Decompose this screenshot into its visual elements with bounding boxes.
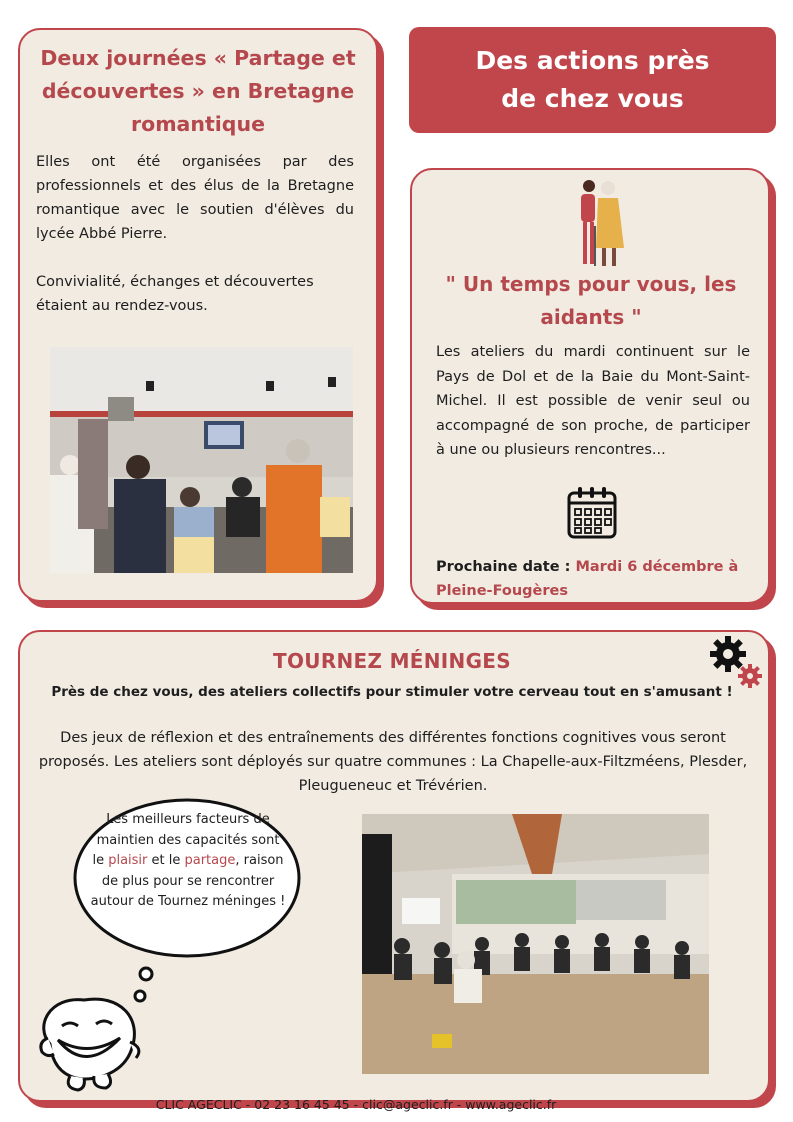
actions-banner	[409, 27, 776, 133]
next-date	[436, 555, 752, 603]
gears-icon	[708, 634, 764, 690]
footer-contact: CLIC AGECLIC - 02 23 16 45 45 - clic@ageclic.fr - www.ageclic.fr	[155, 1097, 557, 1112]
aidants-text: Les ateliers du mardi continuent sur le Pays de Dol et de la Baie du Mont-Saint-Michel. Il est possible de venir seul ou accompagné de son proche, de participer à une ou plusieurs rencontres...	[436, 344, 750, 458]
aidants-card	[410, 168, 770, 604]
partage-title: Deux journées « Partage et découvertes » en Bretagne romantique	[40, 46, 356, 136]
aidants-title: " Un temps pour vous, les aidants "	[445, 272, 737, 329]
tournez-meninges-subtitle: Près de chez vous, des ateliers collectifs pour stimuler votre cerveau tout en s'amusant !	[51, 684, 733, 700]
smiling-character-icon	[24, 966, 164, 1094]
next-date-value: Mardi 6 décembre à Pleine-Fougères	[436, 559, 739, 599]
banner-title: Des actions près de chez vous	[475, 46, 710, 113]
tournez-meninges-title: TOURNEZ MÉNINGES	[273, 649, 511, 673]
tournez-meninges-body: Des jeux de réflexion et des entraînements des différentes fonctions cognitives vous seront proposés. Les ateliers sont déployés sur quatre communes : La Chapelle-aux-Filtzméens, Plesder, Pleugueneuc et Trévérien.	[38, 730, 748, 794]
tournez-meninges-card	[18, 630, 770, 1102]
workshop-photo	[362, 814, 709, 1074]
conference-photo	[50, 347, 353, 573]
partage-paragraph-1: Elles ont été organisées par des professionnels et des élus de la Bretagne romantique avec le soutien d'élèves du lycée Abbé Pierre.	[36, 154, 354, 242]
calendar-icon	[566, 486, 618, 540]
partage-card	[18, 28, 378, 602]
partage-paragraph-2: Convivialité, échanges et découvertes étaient au rendez-vous.	[36, 274, 314, 314]
next-date-label: Prochaine date :	[436, 559, 571, 575]
caregiver-icon	[572, 176, 628, 272]
bubble-text: Les meilleurs facteurs de maintien des capacités sont le plaisir et le partage, raison de plus pour se rencontrer autour de Tournez méninges !	[90, 812, 286, 909]
